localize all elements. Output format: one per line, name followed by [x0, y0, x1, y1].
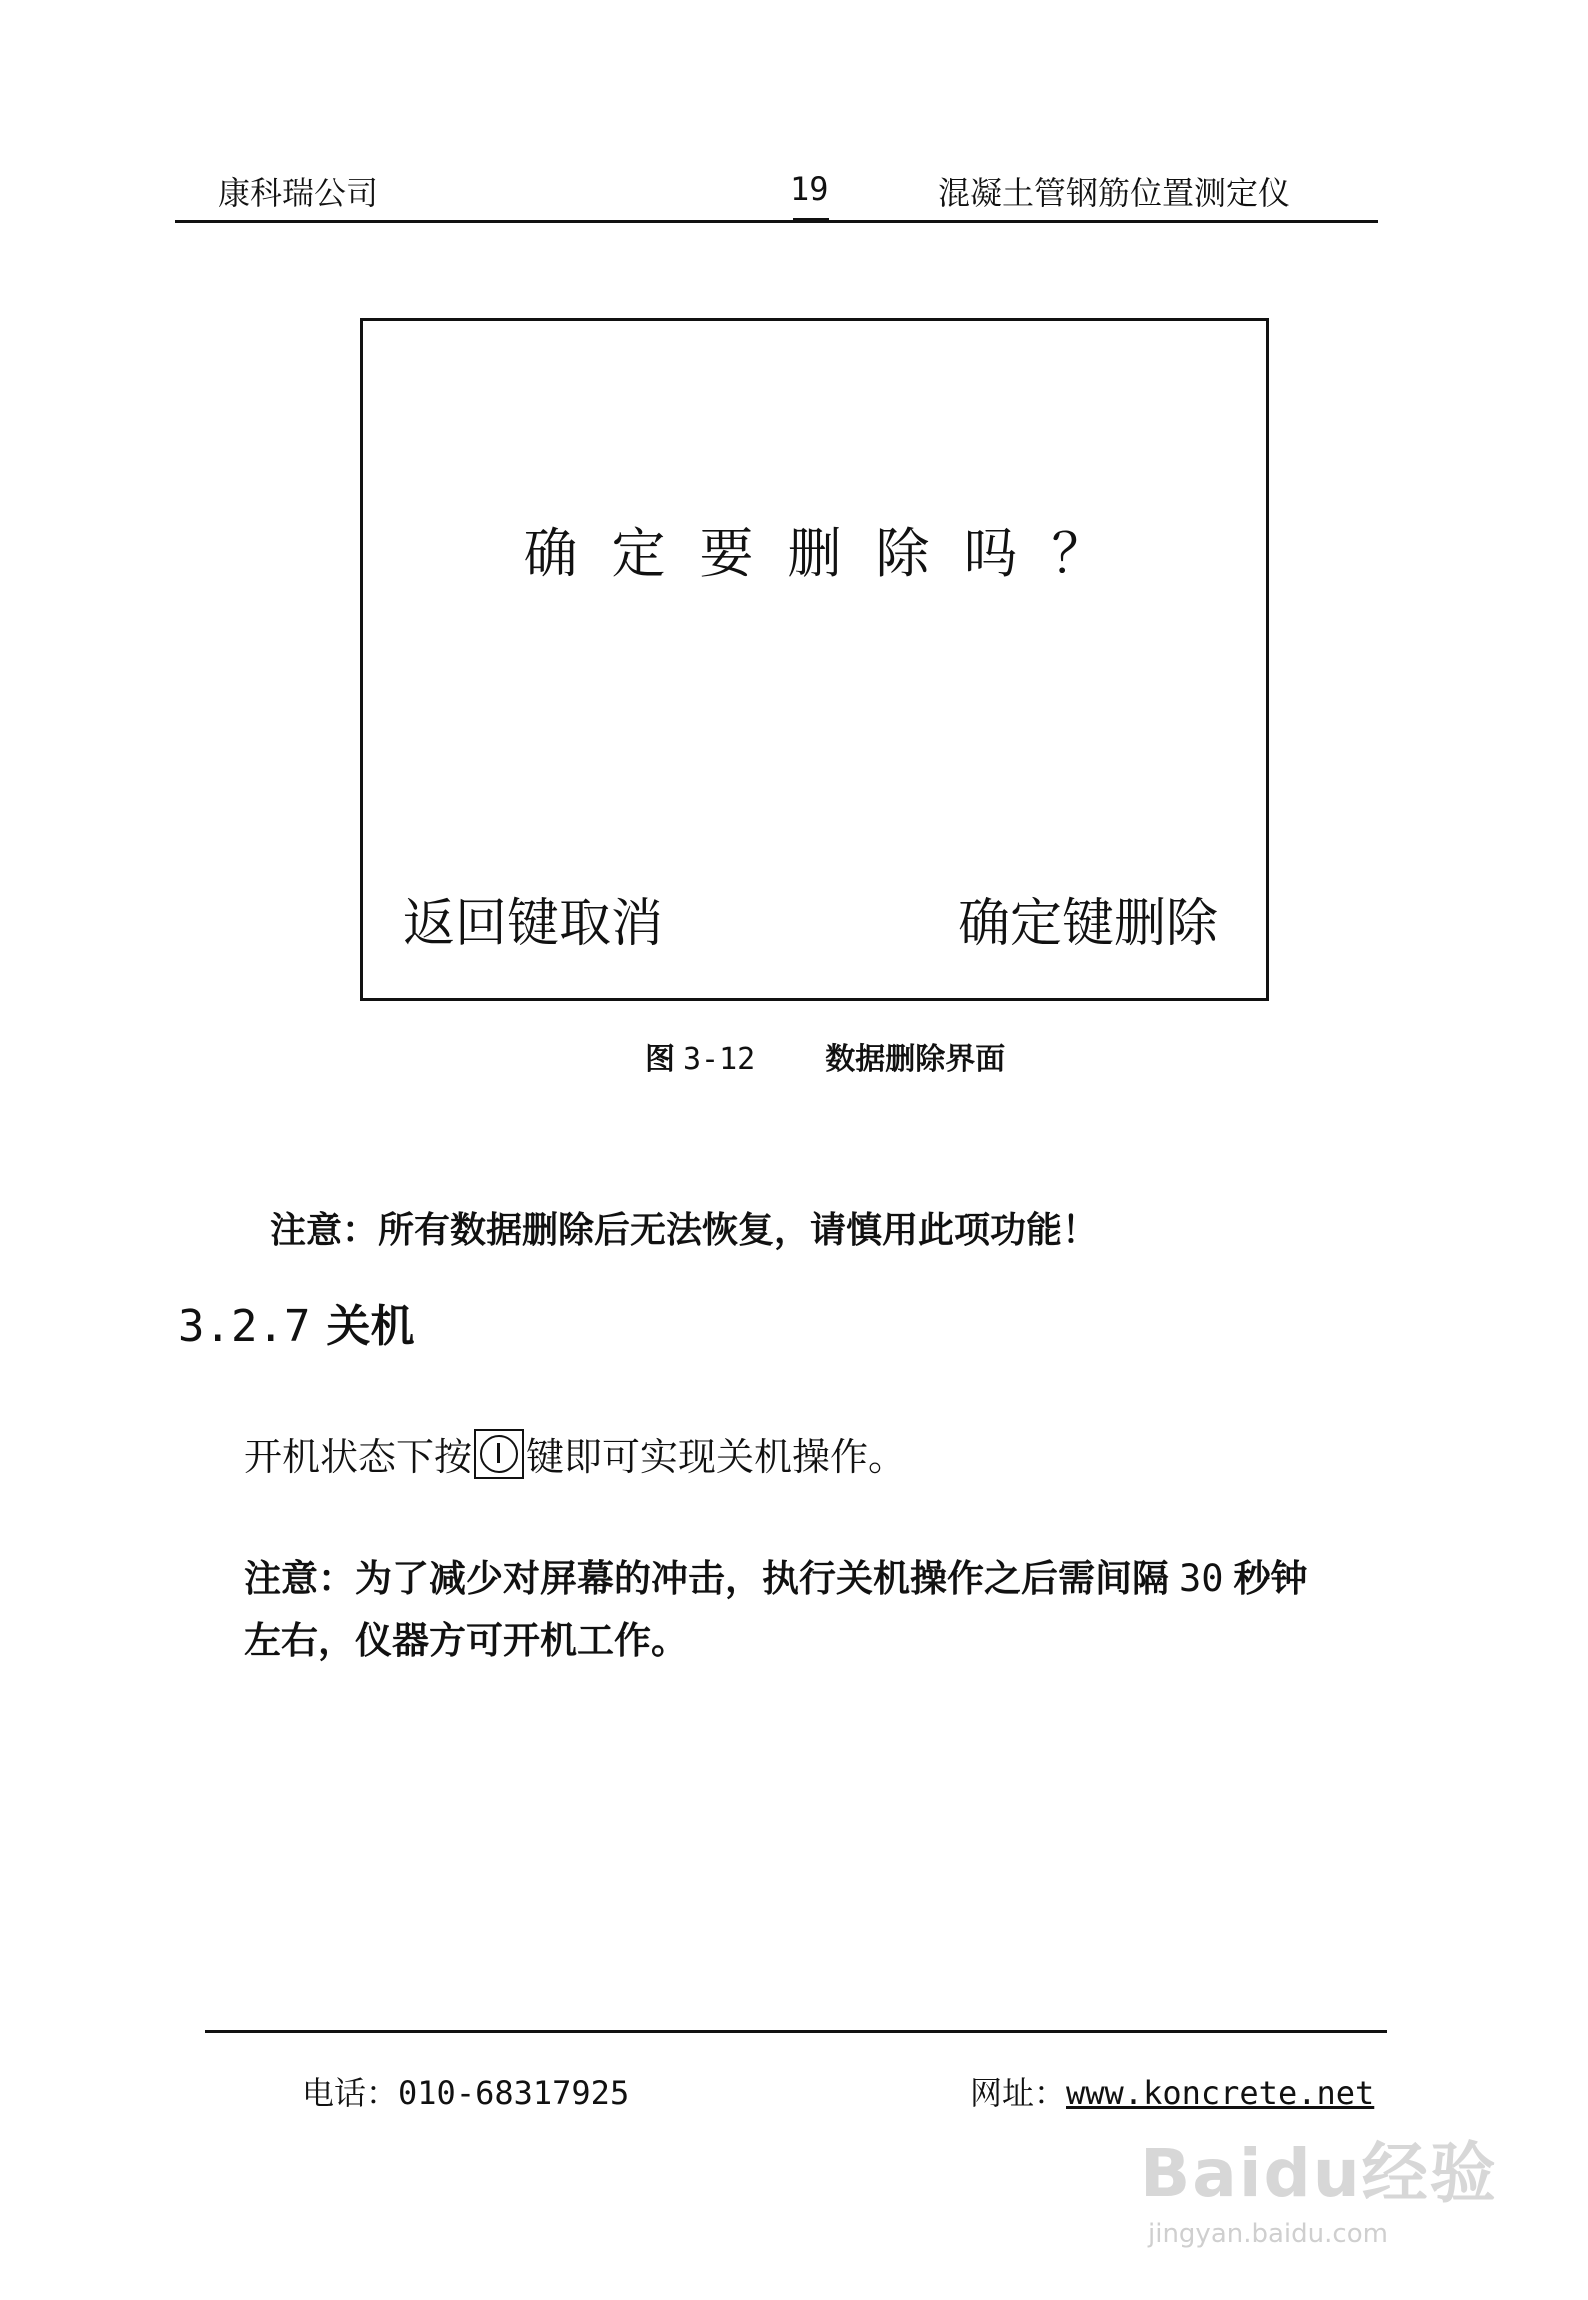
website-link[interactable]: www.koncrete.net [1066, 2074, 1375, 2112]
cancel-hint: 返回键取消 [403, 894, 664, 954]
baidu-watermark [1140, 2120, 1498, 2249]
section-heading [178, 1290, 414, 1354]
footer-phone [302, 2068, 629, 2114]
caption-title: 数据删除界面 [825, 1042, 1006, 1077]
note2-text-before: 注意：为了减少对屏幕的冲击，执行关机操作之后需间隔 [244, 1556, 1169, 1600]
warning-note-shutdown-line1 [244, 1548, 1308, 1602]
warning-note-delete: 注意：所有数据删除后无法恢复，请慎用此项功能！ [270, 1209, 1099, 1251]
phone-label: 电话： [302, 2074, 399, 2112]
caption-number: 3-12 [683, 1042, 756, 1077]
shutdown-paragraph [244, 1426, 906, 1481]
note2-text-after: 秒钟 [1233, 1556, 1308, 1600]
section-title: 关机 [326, 1301, 415, 1352]
delete-hint: 确定键删除 [957, 894, 1218, 954]
paragraph-text-after: 键即可实现关机操作。 [526, 1435, 907, 1479]
phone-value: 010-68317925 [398, 2074, 630, 2112]
delete-confirm-prompt: 确定要删除吗？ [523, 522, 1140, 585]
page-number: 19 [790, 170, 829, 208]
paragraph-text-before: 开机状态下按 [244, 1435, 473, 1479]
warning-note-shutdown-line2: 左右，仪器方可开机工作。 [244, 1618, 688, 1662]
footer-website [970, 2068, 1374, 2114]
website-label: 网址： [970, 2074, 1067, 2112]
watermark-url: jingyan.baidu.com [1148, 2219, 1388, 2249]
section-number: 3.2.7 [178, 1301, 311, 1352]
header-product: 混凝土管钢筋位置测定仪 [938, 174, 1291, 212]
watermark-logo: Baidu经验 [1140, 2135, 1498, 2212]
figure-caption [645, 1034, 1005, 1078]
caption-prefix: 图 [645, 1042, 675, 1077]
footer-rule [205, 2030, 1387, 2033]
delete-confirm-screen [360, 318, 1269, 1001]
note2-number: 30 [1179, 1557, 1224, 1600]
header-company: 康科瑞公司 [218, 174, 379, 212]
power-key-icon [474, 1429, 524, 1479]
header-rule [175, 220, 1378, 223]
